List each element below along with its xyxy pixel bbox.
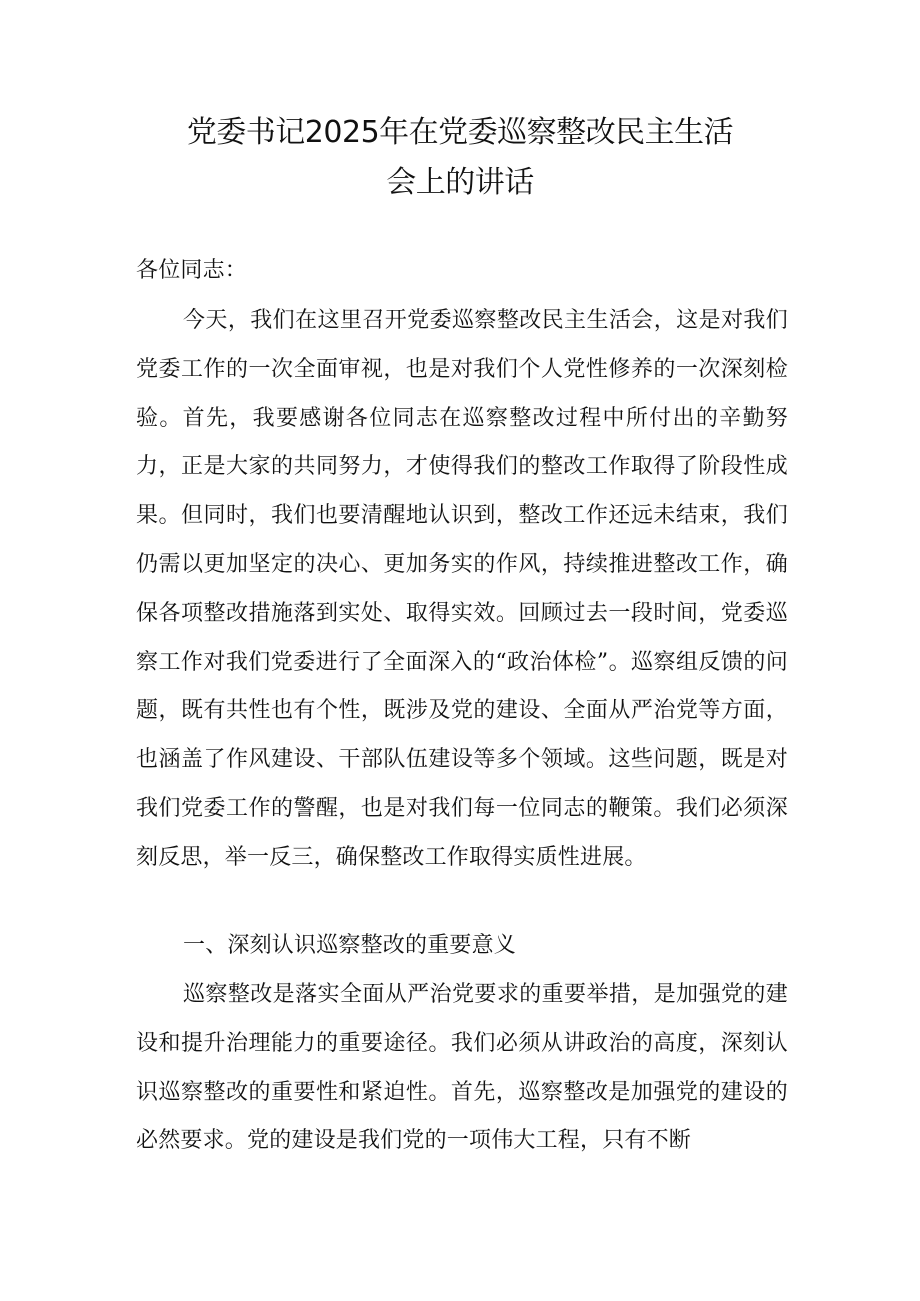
paragraph-section-1: 巡察整改是落实全面从严治党要求的重要举措，是加强党的建设和提升治理能力的重要途径。我们必须从讲政治的高度，深刻认识巡察整改的重要性和紧迫性。首先，巡察整改是加强党的建设的必然要求。党的建设是我们党的一项伟大工程，只有不断 [136, 982, 788, 1154]
document-title-line-2: 会上的讲话 [386, 165, 534, 200]
salutation: 各位同志： [136, 258, 248, 283]
paragraph-opening: 今天，我们在这里召开党委巡察整改民主生活会，这是对我们党委工作的一次全面审视，也是对我们个人党性修养的一次深刻检验。首先，我要感谢各位同志在巡察整改过程中所付出的辛勤努力，正是大家的共同努力，才使得我们的整改工作取得了阶段性成果。但同时，我们也要清醒地认识到，整改工作还远未结束，我们仍需以更加坚定的决心、更加务实的作风，持续推进整改工作，确保各项整改措施落到实处、取得实效。回顾过去一段时间，党委巡察工作对我们党委进行了全面深入的“政治体检”。巡察组反馈的问题，既有共性也有个性，既涉及党的建设、全面从严治党等方面，也涵盖了作风建设、干部队伍建设等多个领域。这些问题，既是对我们党委工作的警醒，也是对我们每一位同志的鞭策。我们必须深刻反思，举一反三，确保整改工作取得实质性进展。 [136, 308, 788, 870]
document-title-line-1: 党委书记2025年在党委巡察整改民主生活 [186, 115, 734, 150]
section-heading: 一、深刻认识巡察整改的重要意义 [183, 933, 517, 958]
